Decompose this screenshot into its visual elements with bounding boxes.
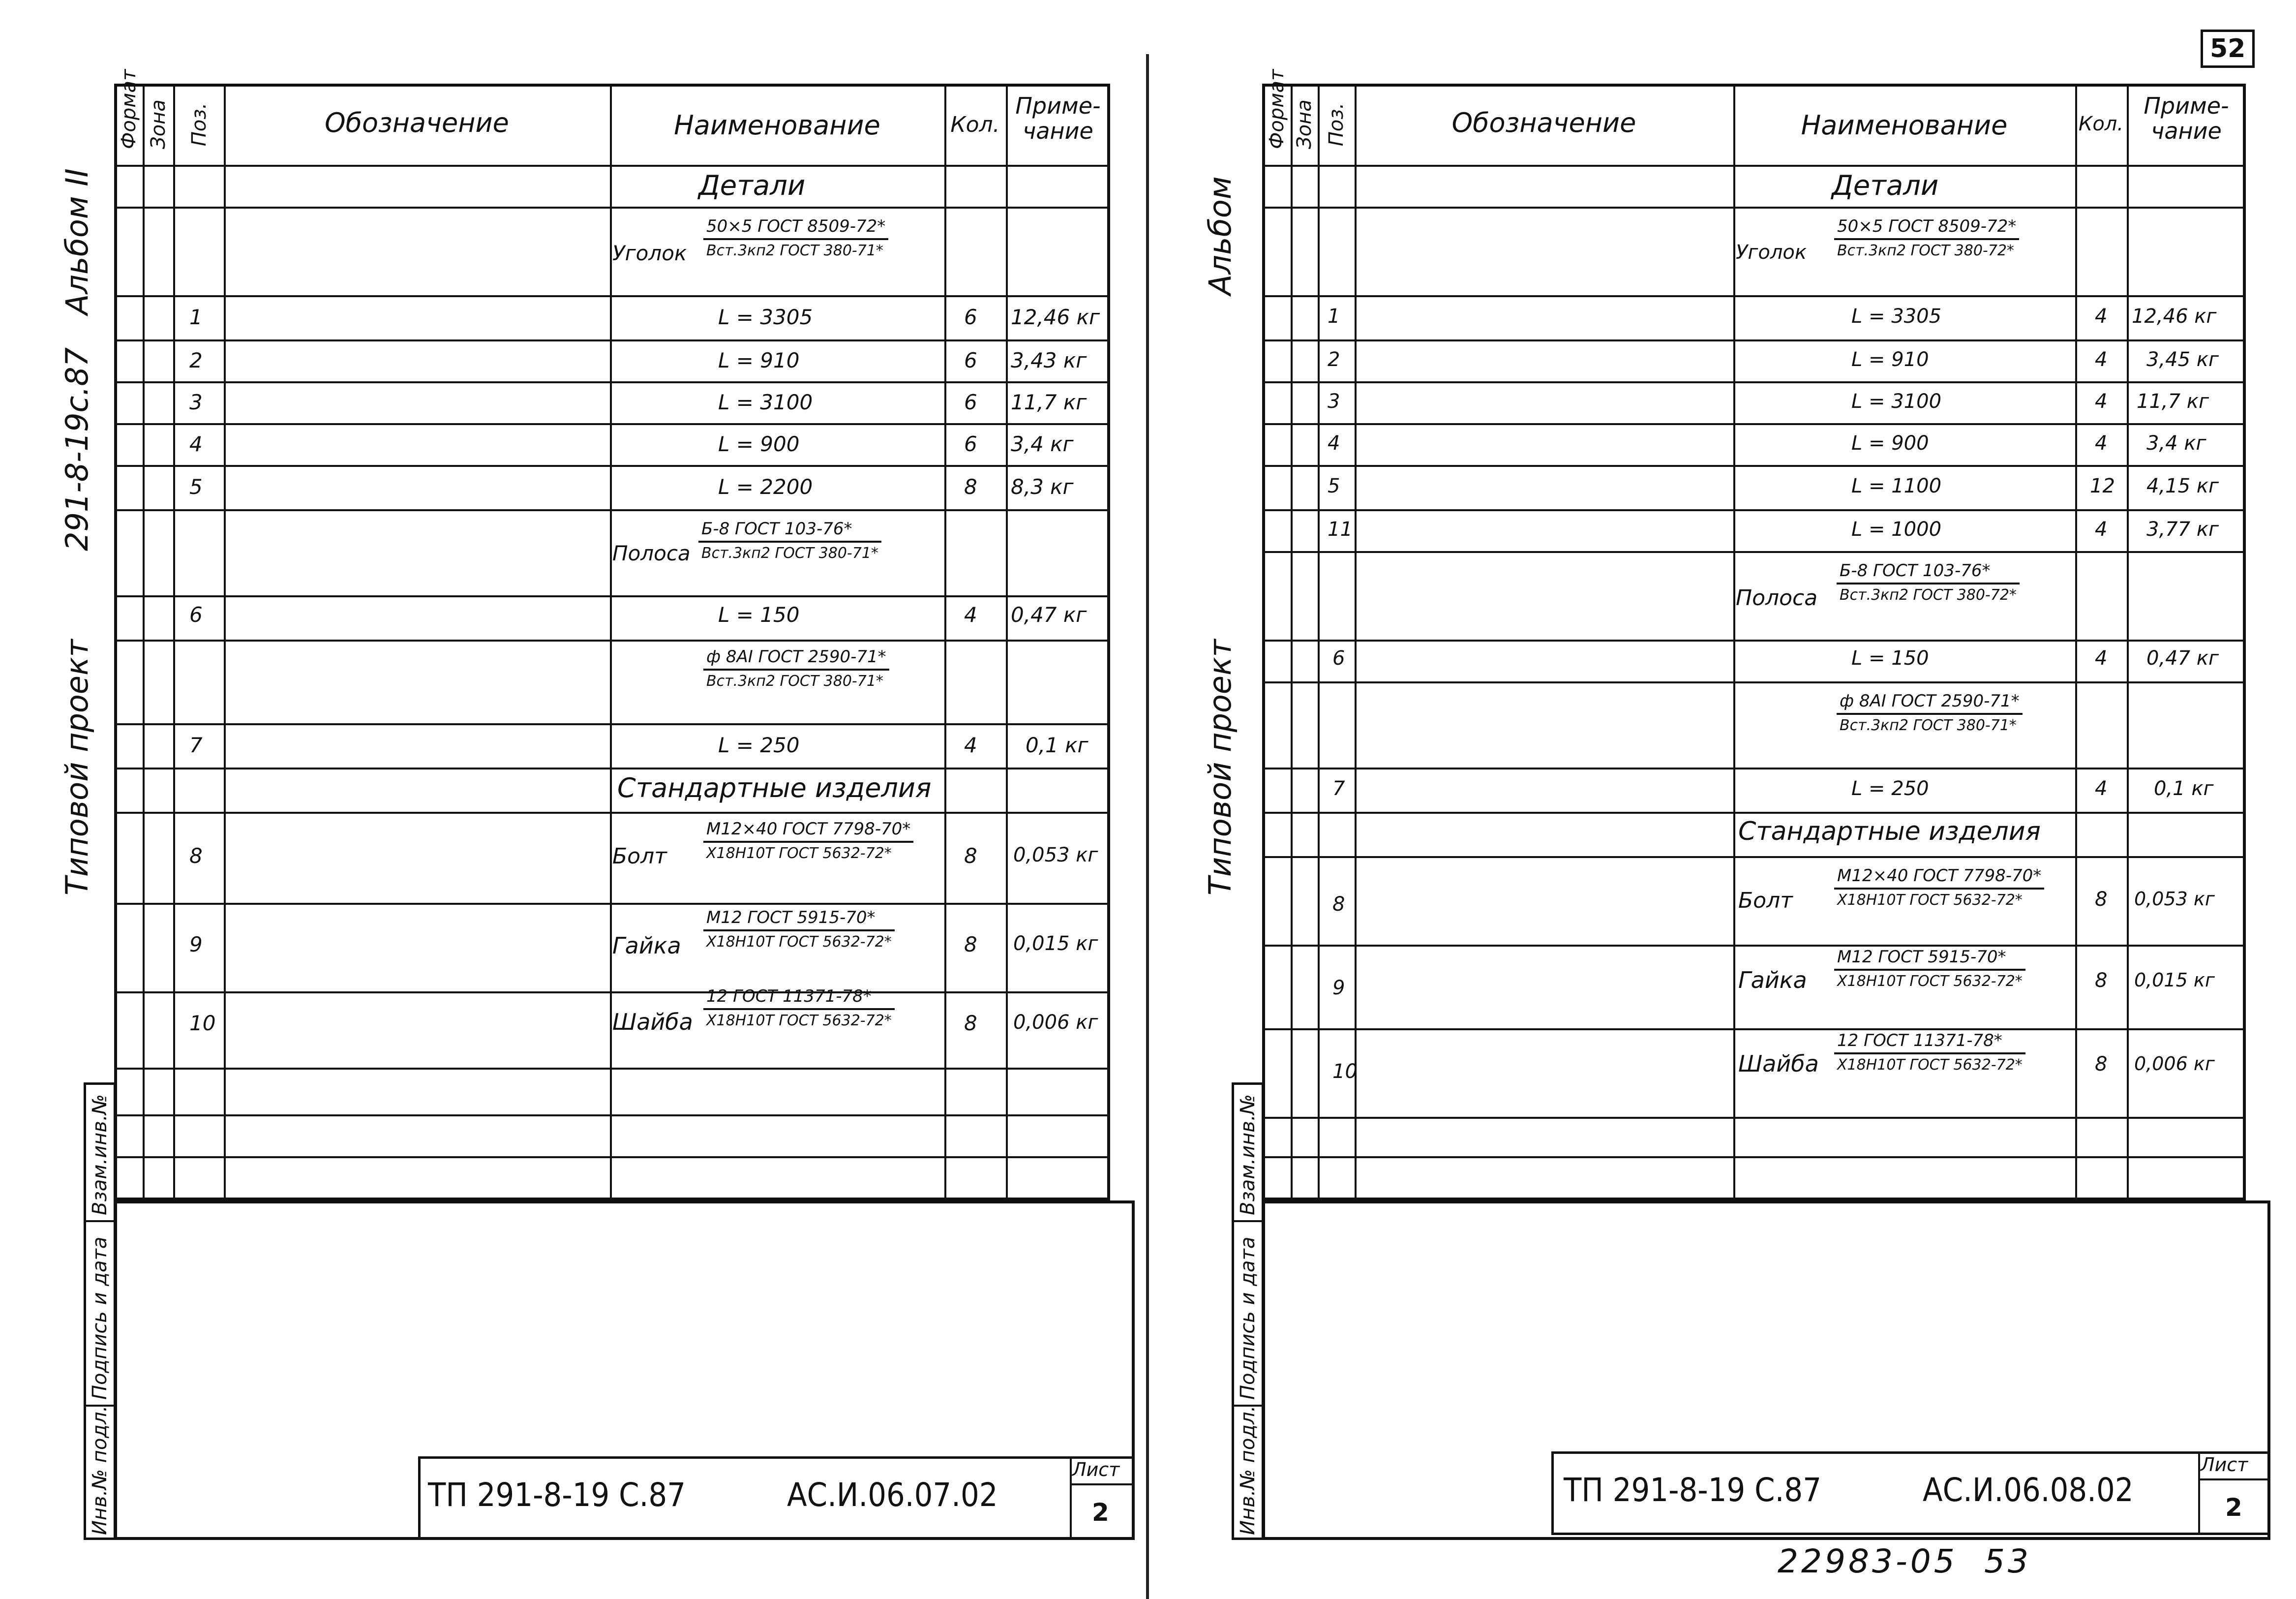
row-name: L = 1000 xyxy=(1851,518,1942,541)
col-designation-header: Обозначение xyxy=(325,107,509,138)
row-note: 3,43 кг xyxy=(1011,348,1087,372)
row-name: L = 3305 xyxy=(1851,305,1942,328)
row-qty: 6 xyxy=(964,432,977,456)
row-pos: 8 xyxy=(1332,893,1345,916)
sheet-number: 2 xyxy=(1092,1498,1109,1527)
row-pos: 6 xyxy=(1332,647,1345,670)
title-project-number: ТП 291-8-19 С.87 xyxy=(1564,1471,1821,1509)
row-pos: 3 xyxy=(189,390,203,414)
washer-label: Шайба xyxy=(612,1009,693,1035)
col-pos-header: Поз. xyxy=(188,102,211,147)
replace-inv-label: Взам.инв.№ xyxy=(1237,1094,1259,1215)
row-pos: 2 xyxy=(1328,348,1340,371)
row-qty: 8 xyxy=(964,1011,977,1035)
nut-label: Гайка xyxy=(612,932,681,959)
nut-spec: М12 ГОСТ 5915-70* Х18Н10Т ГОСТ 5632-72* xyxy=(1834,947,2025,990)
row-name: L = 910 xyxy=(718,348,800,372)
archive-page: 53 xyxy=(1984,1542,2031,1580)
title-project-number: ТП 291-8-19 С.87 xyxy=(428,1476,686,1514)
album-label: Альбом II xyxy=(59,168,95,315)
bolt-spec: М12×40 ГОСТ 7798-70* Х18Н10Т ГОСТ 5632-72* xyxy=(1834,866,2044,909)
row-pos: 7 xyxy=(1332,777,1345,800)
row-name: L = 3305 xyxy=(718,305,813,329)
row-qty: 4 xyxy=(964,733,977,757)
strip-label: Полоса xyxy=(612,541,691,565)
bolt-label: Болт xyxy=(1738,888,1793,913)
section-standard-title: Стандартные изделия xyxy=(1738,817,2041,846)
row-qty: 4 xyxy=(2095,518,2108,541)
row-note: 0,053 кг xyxy=(1013,844,1098,866)
sheet-label: Лист xyxy=(1072,1459,1120,1480)
angle-label: Уголок xyxy=(1736,241,1807,264)
row-note: 3,4 кг xyxy=(2146,432,2206,455)
rod-spec: ф 8AI ГОСТ 2590-71* Вст.3кп2 ГОСТ 380-71* xyxy=(703,647,889,690)
row-note: 0,006 кг xyxy=(1013,1011,1098,1034)
row-note: 11,7 кг xyxy=(1011,390,1087,414)
strip-spec: Б-8 ГОСТ 103-76* Вст.3кп2 ГОСТ 380-72* xyxy=(1837,561,2020,604)
row-qty: 6 xyxy=(964,390,977,414)
row-qty: 8 xyxy=(964,475,977,499)
project-type-label-right: Типовой проект xyxy=(1202,639,1238,895)
row-note: 0,015 кг xyxy=(1013,932,1098,955)
row-pos: 10 xyxy=(189,1011,216,1035)
row-qty: 6 xyxy=(964,305,977,329)
row-note: 0,47 кг xyxy=(1011,603,1087,627)
bolt-spec: М12×40 ГОСТ 7798-70* Х18Н10Т ГОСТ 5632-72* xyxy=(703,819,913,862)
row-qty: 4 xyxy=(2095,777,2108,800)
col-format-header: Формат xyxy=(118,69,140,149)
washer-label: Шайба xyxy=(1738,1050,1819,1077)
row-pos: 2 xyxy=(189,348,203,372)
row-qty: 4 xyxy=(2095,432,2108,455)
row-qty: 8 xyxy=(2095,888,2108,911)
row-note: 0,053 кг xyxy=(2134,888,2215,910)
project-code-label: 291-8-19с.87 xyxy=(59,347,95,551)
right-sheet xyxy=(1148,0,2296,1599)
row-pos: 5 xyxy=(189,475,203,499)
washer-spec: 12 ГОСТ 11371-78* Х18Н10Т ГОСТ 5632-72* xyxy=(1834,1031,2025,1074)
row-note: 12,46 кг xyxy=(2132,305,2217,328)
row-qty: 4 xyxy=(2095,390,2108,413)
row-qty: 4 xyxy=(2095,305,2108,328)
col-zone-header: Зона xyxy=(1293,99,1316,149)
rod-spec: ф 8AI ГОСТ 2590-71* Вст.3кп2 ГОСТ 380-71* xyxy=(1837,691,2023,734)
row-note: 3,4 кг xyxy=(1011,432,1074,456)
row-qty: 8 xyxy=(2095,1053,2108,1076)
row-qty: 4 xyxy=(964,603,977,627)
row-name: L = 250 xyxy=(718,733,800,757)
title-document-code: АС.И.06.07.02 xyxy=(787,1476,998,1514)
row-note: 0,015 кг xyxy=(2134,969,2215,991)
row-pos: 10 xyxy=(1332,1060,1358,1083)
col-format-header: Формат xyxy=(1266,69,1288,149)
nut-label: Гайка xyxy=(1738,967,1807,993)
row-qty: 8 xyxy=(2095,969,2108,992)
signature-date-label: Подпись и дата xyxy=(1237,1236,1259,1400)
row-pos: 1 xyxy=(1328,305,1340,328)
row-name: L = 250 xyxy=(1851,777,1929,800)
album-label-right: Альбом xyxy=(1202,176,1238,295)
row-note: 3,77 кг xyxy=(2146,518,2219,541)
section-details-title: Детали xyxy=(1832,170,1939,202)
row-qty: 12 xyxy=(2090,475,2115,497)
angle-label: Уголок xyxy=(612,241,687,265)
row-qty: 4 xyxy=(2095,348,2108,371)
row-pos: 9 xyxy=(189,932,203,956)
row-name: L = 900 xyxy=(718,432,800,456)
col-qty-header: Кол. xyxy=(950,112,1000,137)
row-pos: 11 xyxy=(1328,518,1353,541)
col-pos-header: Поз. xyxy=(1325,102,1348,147)
inv-original-label: Инв.№ подл. xyxy=(1237,1405,1259,1535)
washer-spec: 12 ГОСТ 11371-78* Х18Н10Т ГОСТ 5632-72* xyxy=(703,986,895,1029)
project-type-label: Типовой проект xyxy=(59,639,95,895)
sheet-label: Лист xyxy=(2201,1454,2248,1476)
row-note: 0,47 кг xyxy=(2146,647,2219,670)
col-note-header: Приме-чание xyxy=(1015,92,1101,144)
row-note: 12,46 кг xyxy=(1011,305,1100,329)
nut-spec: М12 ГОСТ 5915-70* Х18Н10Т ГОСТ 5632-72* xyxy=(703,908,895,951)
strip-label: Полоса xyxy=(1736,585,1818,611)
row-pos: 9 xyxy=(1332,977,1345,999)
col-note-header: Приме-чание xyxy=(2144,92,2229,144)
row-name: L = 910 xyxy=(1851,348,1929,371)
row-name: L = 900 xyxy=(1851,432,1929,455)
row-pos: 4 xyxy=(1328,432,1340,455)
row-pos: 7 xyxy=(189,733,203,757)
row-note: 0,1 кг xyxy=(1026,733,1088,757)
row-note: 3,45 кг xyxy=(2146,348,2219,371)
row-qty: 4 xyxy=(2095,647,2108,670)
col-designation-header: Обозначение xyxy=(1451,107,1636,138)
inv-original-label: Инв.№ подл. xyxy=(89,1405,111,1535)
row-pos: 4 xyxy=(189,432,203,456)
row-note: 8,3 кг xyxy=(1011,475,1074,499)
row-note: 11,7 кг xyxy=(2137,390,2209,413)
angle-spec: 50×5 ГОСТ 8509-72* Вст.3кп2 ГОСТ 380-71* xyxy=(703,216,888,259)
row-qty: 8 xyxy=(964,844,977,868)
replace-inv-label: Взам.инв.№ xyxy=(89,1094,111,1215)
title-document-code: АС.И.06.08.02 xyxy=(1923,1471,2134,1509)
row-note: 0,006 кг xyxy=(2134,1053,2215,1075)
row-name: L = 1100 xyxy=(1851,475,1942,497)
sheet-number: 2 xyxy=(2225,1493,2242,1522)
strip-spec: Б-8 ГОСТ 103-76* Вст.3кп2 ГОСТ 380-71* xyxy=(698,519,881,562)
row-pos: 8 xyxy=(189,844,203,868)
signature-date-label: Подпись и дата xyxy=(89,1236,111,1400)
col-name-header: Наименование xyxy=(1801,110,2008,141)
angle-spec: 50×5 ГОСТ 8509-72* Вст.3кп2 ГОСТ 380-72* xyxy=(1834,216,2019,259)
section-details-title: Детали xyxy=(698,170,806,202)
row-qty: 6 xyxy=(964,348,977,372)
row-pos: 6 xyxy=(189,603,203,627)
row-pos: 3 xyxy=(1328,390,1340,413)
row-name: L = 3100 xyxy=(718,390,813,414)
row-qty: 8 xyxy=(964,932,977,956)
row-pos: 1 xyxy=(189,305,203,329)
row-name: L = 150 xyxy=(718,603,800,627)
bolt-label: Болт xyxy=(612,844,667,869)
col-name-header: Наименование xyxy=(674,110,880,141)
row-note: 4,15 кг xyxy=(2146,475,2219,497)
row-name: L = 150 xyxy=(1851,647,1929,670)
col-qty-header: Кол. xyxy=(2078,113,2124,135)
row-pos: 5 xyxy=(1328,475,1340,497)
col-zone-header: Зона xyxy=(147,99,170,149)
section-standard-title: Стандартные изделия xyxy=(617,772,932,803)
row-name: L = 2200 xyxy=(718,475,813,499)
row-name: L = 3100 xyxy=(1851,390,1942,413)
page-number: 52 xyxy=(2201,30,2255,68)
archive-code: 22983-05 xyxy=(1778,1542,1958,1580)
row-note: 0,1 кг xyxy=(2154,777,2214,800)
